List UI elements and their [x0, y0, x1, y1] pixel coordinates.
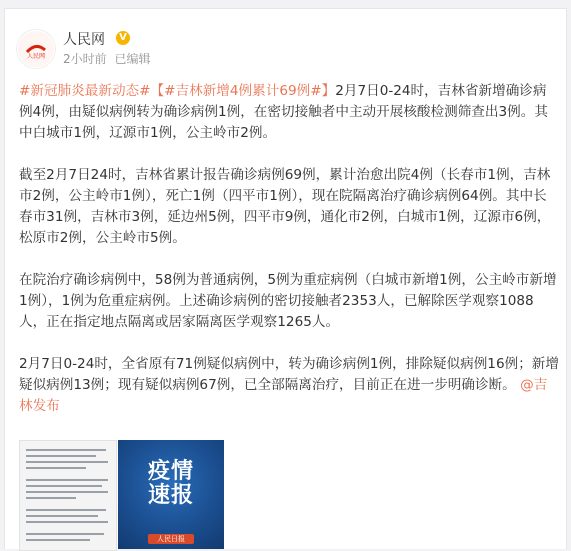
poster-footer-logo: 人民日报 [148, 534, 194, 544]
paragraph-1 [19, 81, 559, 144]
text-screenshot-image[interactable] [19, 440, 117, 551]
news-flash-poster-image[interactable] [118, 440, 224, 549]
paragraph-4 [19, 354, 559, 417]
poster-title-line2: 速报 [147, 483, 194, 508]
topic-tag-jilin[interactable]: 【#吉林新增4例累计69例#】 [150, 83, 336, 99]
avatar-logo-text: 人民网 [26, 53, 46, 60]
poster-title-line1: 疫情 [147, 459, 194, 484]
paragraph-2: 截至2月7日24时，吉林省累计报告确诊病例69例，累计治愈出院4例（长春市1例，吉林市2例，公主岭市1例），死亡1例（四平市1例），现在院隔离治疗确诊病例64例。其中长春市31例，吉林市3例，延边州5例，四平市9例，通化市2例，白城市1例，辽源市6例，松原市2例，公主岭市5例。 [19, 167, 551, 246]
paragraph-1-text: 2月7日0-24时，吉林省新增确诊病例4例，由疑似病例转为确诊病例1例，在密切接触者中主动开展核酸检测筛查出3例。其中白城市1例，辽源市1例，公主岭市2例。 [19, 83, 548, 141]
edited-label[interactable]: 已编辑 [114, 52, 151, 66]
author-name[interactable]: 人民网 [63, 32, 105, 48]
weibo-post-card [4, 8, 567, 549]
post-time[interactable]: 2小时前 [63, 52, 107, 66]
post-meta [63, 50, 150, 67]
mention-link[interactable]: @吉林发布 [19, 377, 548, 414]
topic-tag[interactable]: #新冠肺炎最新动态# [19, 83, 151, 99]
author-avatar[interactable] [16, 29, 56, 69]
people-daily-logo-icon [17, 30, 55, 68]
post-content [19, 81, 559, 438]
vip-crown-icon: V [116, 31, 130, 45]
paragraph-3: 在院治疗确诊病例中，58例为普通病例，5例为重症病例（白城市新增1例，公主岭市新增1例），1例为危重症病例。上述确诊病例的密切接触者2353人，已解除医学观察1088人，正在指定地点隔离或居家隔离医学观察1265人。 [19, 272, 557, 330]
paragraph-4-text: 2月7日0-24时，全省原有71例疑似病例中，转为确诊病例1例，排除疑似病例16例；新增疑似病例13例；现有疑似病例67例，已全部隔离治疗，目前正在进一步明确诊断。 [19, 356, 559, 393]
